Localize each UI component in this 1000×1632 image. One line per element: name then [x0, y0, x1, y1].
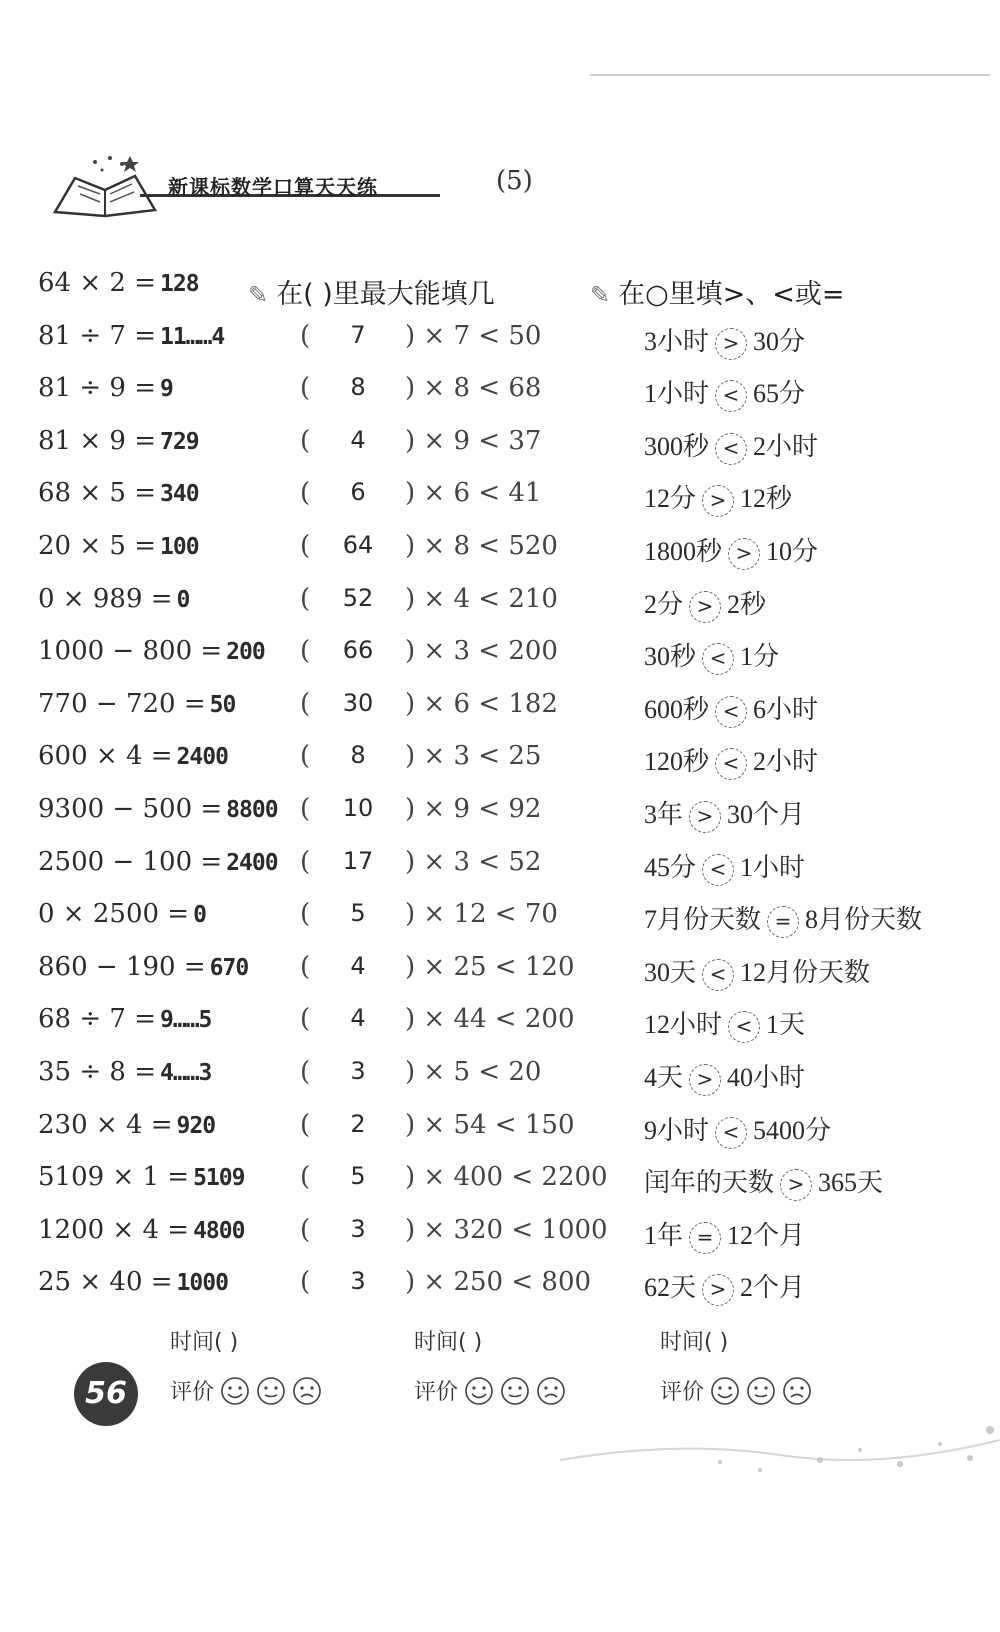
open-paren: ( [300, 583, 311, 614]
problem-answer: 8800 [226, 797, 278, 823]
comparison-problem [644, 847, 805, 886]
compare-symbol-circle[interactable]: > [689, 1064, 721, 1096]
compare-symbol-circle[interactable]: = [767, 906, 799, 938]
open-paren: ( [300, 1109, 311, 1140]
compare-left: 600秒 [644, 694, 710, 724]
arithmetic-problem [38, 531, 199, 561]
fill-answer[interactable]: 66 [342, 636, 374, 665]
sad-face-icon[interactable] [536, 1376, 566, 1406]
comparison-problem [644, 1110, 831, 1149]
exercise-row [0, 321, 1000, 375]
problem-answer: 4800 [193, 1217, 245, 1244]
problem-expression: 2500 − 100 = [38, 846, 223, 877]
problem-answer: 100 [160, 534, 199, 560]
comparison-problem [644, 636, 779, 675]
exercise-row [0, 1215, 1000, 1269]
arithmetic-problem [38, 689, 235, 719]
problem-answer: 9 [160, 376, 173, 403]
fill-answer[interactable]: 3 [350, 1057, 366, 1085]
column-heading-compare: ✎ 在○里填>、<或= [590, 279, 845, 310]
book-logo-icon [50, 150, 160, 220]
problem-answer: 340 [160, 481, 199, 508]
open-paren: ( [300, 636, 311, 667]
fill-answer[interactable]: 5 [350, 899, 366, 928]
compare-right: 30个月 [727, 800, 806, 829]
exercise-row [0, 741, 1000, 795]
open-paren: ( [300, 741, 311, 772]
compare-symbol-circle[interactable]: > [689, 801, 721, 833]
exercise-row [0, 1267, 1000, 1321]
open-paren: ( [300, 1004, 311, 1035]
inequality-expression: ) × 4 < 210 [405, 583, 558, 614]
inequality-expression: ) × 6 < 41 [405, 478, 542, 509]
comparison-problem [644, 689, 818, 728]
arithmetic-problem [38, 899, 206, 929]
problem-expression: 25 × 40 = [38, 1267, 173, 1298]
problem-answer: 670 [209, 954, 249, 981]
time-label: 时间( ) [170, 1330, 239, 1355]
column-heading-fill: ✎ 在( )里最大能填几 [248, 279, 495, 310]
fill-answer[interactable]: 5 [350, 1162, 366, 1191]
fill-answer[interactable]: 8 [350, 741, 366, 770]
compare-symbol-circle[interactable]: > [780, 1169, 812, 1201]
fill-answer[interactable]: 4 [350, 1004, 366, 1033]
inequality-expression: ) × 25 < 120 [405, 951, 575, 982]
smile-face-icon[interactable] [710, 1376, 740, 1406]
inequality-expression: ) × 3 < 52 [405, 846, 542, 877]
comparison-problem [644, 478, 792, 517]
comparison-problem [644, 1267, 805, 1306]
compare-right: 1小时 [740, 852, 806, 882]
exercise-row [0, 426, 1000, 480]
arithmetic-problem [38, 478, 199, 508]
compare-right: 30分 [753, 326, 806, 356]
compare-left: 300秒 [644, 431, 710, 461]
open-paren: ( [300, 425, 311, 456]
inequality-expression: ) × 9 < 92 [405, 794, 542, 824]
problem-expression: 230 × 4 = [38, 1109, 173, 1140]
compare-right: 12个月 [727, 1220, 806, 1250]
fill-answer[interactable]: 4 [350, 425, 366, 454]
compare-right: 2秒 [727, 589, 767, 619]
exercise-row [0, 1110, 1000, 1164]
open-paren: ( [300, 846, 311, 877]
compare-left: 9小时 [644, 1115, 710, 1145]
fill-answer[interactable]: 52 [342, 583, 374, 612]
comparison-problem [644, 373, 805, 412]
problem-expression: 64 × 2 = [38, 268, 156, 298]
inequality-expression: ) × 6 < 182 [405, 688, 558, 719]
compare-left: 62天 [644, 1273, 697, 1303]
compare-symbol-circle[interactable]: < [702, 643, 734, 675]
evaluation-label: 评价 [170, 1380, 215, 1405]
smile-face-icon[interactable] [464, 1376, 494, 1406]
compare-left: 2分 [644, 589, 684, 619]
compare-left: 30秒 [644, 642, 697, 672]
problem-expression: 20 × 5 = [38, 531, 156, 561]
fill-answer[interactable]: 2 [350, 1109, 366, 1138]
neutral-face-icon[interactable] [500, 1376, 530, 1406]
exercise-row [0, 794, 1000, 848]
compare-symbol-circle[interactable]: < [715, 748, 747, 780]
inequality-expression: ) × 400 < 2200 [405, 1162, 608, 1193]
evaluation-row [660, 1375, 812, 1406]
footer-group-1 [170, 1325, 322, 1406]
problem-answer: 2400 [176, 744, 228, 771]
sad-face-icon[interactable] [292, 1376, 322, 1406]
inequality-expression: ) × 5 < 20 [405, 1057, 542, 1087]
compare-symbol-circle[interactable]: < [702, 959, 734, 991]
evaluation-row [414, 1375, 566, 1406]
comparison-problem [644, 794, 805, 833]
problem-expression: 1200 × 4 = [38, 1214, 190, 1245]
compare-right: 1分 [740, 642, 780, 672]
problem-expression: 68 × 5 = [38, 478, 156, 509]
inequality-expression: ) × 3 < 25 [405, 741, 542, 772]
exercise-row [0, 268, 1000, 322]
comparison-problem [644, 1004, 805, 1043]
time-label: 时间( ) [660, 1330, 729, 1355]
open-paren: ( [300, 478, 311, 509]
problem-expression: 81 ÷ 9 = [38, 373, 156, 404]
fill-answer[interactable]: 3 [350, 1267, 366, 1296]
comparison-problem [644, 426, 818, 465]
compare-left: 3小时 [644, 326, 710, 356]
inequality-expression: ) × 44 < 200 [405, 1004, 575, 1035]
problem-answer: 1000 [176, 1270, 228, 1297]
arithmetic-problem [38, 741, 228, 771]
smile-face-icon[interactable] [220, 1376, 250, 1406]
exercise-row [0, 373, 1000, 427]
arithmetic-problem [38, 952, 248, 982]
arithmetic-problem [38, 373, 173, 403]
open-paren: ( [300, 951, 311, 982]
fill-answer[interactable]: 10 [342, 794, 374, 822]
problem-answer: 9……5 [160, 1007, 212, 1034]
exercise-row [0, 1057, 1000, 1111]
exercise-row [0, 584, 1000, 638]
compare-right: 6小时 [753, 694, 819, 724]
problem-answer: 11……4 [160, 323, 225, 350]
compare-right: 65分 [753, 379, 806, 409]
problem-expression: 5109 × 1 = [38, 1162, 190, 1193]
open-paren: ( [300, 531, 311, 561]
problem-answer: 2400 [226, 849, 278, 876]
compare-symbol-circle[interactable]: < [715, 433, 747, 465]
exercise-row [0, 1004, 1000, 1058]
compare-left: 1800秒 [644, 537, 723, 566]
compare-right: 40小时 [727, 1063, 806, 1092]
exercise-row [0, 689, 1000, 743]
comparison-problem [644, 584, 766, 623]
inequality-expression: ) × 8 < 68 [405, 373, 542, 404]
open-paren: ( [300, 794, 311, 824]
page-number-badge: 56 [74, 1362, 138, 1426]
problem-answer: 5109 [193, 1165, 245, 1192]
evaluation-label: 评价 [660, 1380, 705, 1405]
inequality-expression: ) × 54 < 150 [405, 1109, 575, 1140]
compare-left: 120秒 [644, 747, 710, 777]
book-title: 新课标数学口算天天练 [168, 175, 378, 199]
exercise-row [0, 478, 1000, 532]
time-label: 时间( ) [414, 1330, 483, 1355]
open-paren: ( [300, 688, 311, 719]
exercise-row [0, 847, 1000, 901]
problem-expression: 0 × 2500 = [38, 899, 190, 930]
compare-left: 闰年的天数 [644, 1168, 775, 1198]
compare-right: 12月份天数 [740, 957, 871, 987]
open-paren: ( [300, 1057, 311, 1087]
compare-left: 4天 [644, 1063, 684, 1092]
inequality-expression: ) × 250 < 800 [405, 1267, 592, 1298]
inequality-expression: ) × 8 < 520 [405, 531, 558, 561]
open-paren: ( [300, 1267, 311, 1298]
compare-left: 3年 [644, 800, 684, 829]
compare-symbol-circle[interactable]: < [715, 380, 747, 412]
compare-left: 1年 [644, 1220, 684, 1250]
arithmetic-problem [38, 1057, 211, 1087]
compare-symbol-circle[interactable]: = [689, 1222, 721, 1254]
fill-answer[interactable]: 3 [350, 1214, 366, 1243]
fill-answer[interactable]: 6 [350, 478, 366, 507]
fill-answer[interactable]: 30 [342, 688, 374, 717]
compare-symbol-circle[interactable]: > [689, 591, 721, 623]
exercise-row [0, 952, 1000, 1006]
pen-check-icon: ✎ [248, 281, 269, 309]
arithmetic-problem [38, 1162, 244, 1192]
compare-symbol-circle[interactable]: < [715, 696, 747, 728]
neutral-face-icon[interactable] [746, 1376, 776, 1406]
compare-right: 8月份天数 [805, 905, 923, 935]
exercise-row [0, 636, 1000, 690]
arithmetic-problem [38, 847, 278, 877]
comparison-problem [644, 321, 805, 360]
arithmetic-problem [38, 321, 224, 351]
compare-left: 7月份天数 [644, 905, 762, 935]
section-number: (5) [496, 166, 533, 196]
compare-right: 2小时 [753, 747, 819, 777]
compare-left: 45分 [644, 852, 697, 882]
problem-expression: 81 ÷ 7 = [38, 320, 156, 351]
problem-expression: 860 − 190 = [38, 951, 206, 982]
fill-answer[interactable]: 64 [342, 531, 374, 559]
problem-answer: 50 [209, 691, 236, 718]
problem-expression: 35 ÷ 8 = [38, 1057, 156, 1087]
arithmetic-problem [38, 584, 189, 614]
compare-left: 1小时 [644, 379, 710, 409]
neutral-face-icon[interactable] [256, 1376, 286, 1406]
open-paren: ( [300, 320, 311, 351]
compare-symbol-circle[interactable]: < [702, 854, 734, 886]
inequality-expression: ) × 7 < 50 [405, 320, 542, 351]
sad-face-icon[interactable] [782, 1376, 812, 1406]
evaluation-label: 评价 [414, 1380, 459, 1405]
comparison-problem [644, 952, 870, 991]
compare-symbol-circle[interactable]: < [715, 1117, 747, 1149]
arithmetic-problem [38, 426, 199, 456]
arithmetic-problem [38, 268, 199, 298]
comparison-problem [644, 1057, 805, 1096]
arithmetic-problem [38, 1215, 244, 1245]
problem-answer: 920 [176, 1112, 216, 1139]
compare-right: 2小时 [753, 431, 819, 461]
problem-answer: 0 [193, 902, 206, 929]
open-paren: ( [300, 1162, 311, 1193]
problem-answer: 200 [226, 639, 265, 666]
problem-expression: 1000 − 800 = [38, 636, 223, 667]
open-paren: ( [300, 899, 311, 930]
comparison-problem [644, 1215, 805, 1254]
page-header [0, 0, 1000, 230]
compare-symbol-circle[interactable]: > [715, 328, 747, 360]
compare-left: 12小时 [644, 1010, 723, 1040]
inequality-expression: ) × 12 < 70 [405, 899, 558, 930]
problem-expression: 770 − 720 = [38, 688, 206, 719]
footer-group-3 [660, 1325, 812, 1406]
problem-answer: 4……3 [160, 1060, 212, 1086]
compare-right: 1天 [766, 1010, 806, 1040]
fill-answer[interactable]: 8 [350, 373, 366, 402]
pen-check-icon: ✎ [590, 281, 611, 309]
inequality-expression: ) × 9 < 37 [405, 425, 542, 456]
problem-expression: 68 ÷ 7 = [38, 1004, 156, 1035]
header-rule-top [590, 74, 990, 76]
comparison-problem [644, 741, 818, 780]
compare-right: 12秒 [740, 484, 793, 514]
compare-left: 12分 [644, 484, 697, 514]
arithmetic-problem [38, 1110, 215, 1140]
arithmetic-problem [38, 1004, 211, 1034]
evaluation-row [170, 1375, 322, 1406]
arithmetic-problem [38, 636, 265, 666]
problem-answer: 128 [160, 271, 199, 297]
comparison-problem [644, 899, 922, 938]
arithmetic-problem [38, 1267, 228, 1297]
arithmetic-problem [38, 794, 278, 824]
problem-expression: 0 × 989 = [38, 583, 173, 614]
fill-answer[interactable]: 4 [350, 951, 366, 980]
open-paren: ( [300, 1214, 311, 1245]
open-paren: ( [300, 373, 311, 404]
problem-answer: 0 [176, 586, 190, 613]
compare-right: 2个月 [740, 1273, 806, 1303]
comparison-problem [644, 1162, 883, 1201]
compare-right: 5400分 [753, 1115, 832, 1145]
exercise-row [0, 1162, 1000, 1216]
problem-answer: 729 [160, 428, 199, 455]
footer-group-2 [414, 1325, 566, 1406]
compare-symbol-circle[interactable]: > [702, 485, 734, 517]
compare-right: 10分 [766, 537, 819, 566]
fill-answer[interactable]: 17 [342, 846, 374, 875]
fill-answer[interactable]: 7 [350, 320, 366, 349]
compare-left: 30天 [644, 957, 697, 987]
compare-symbol-circle[interactable]: < [728, 1011, 760, 1043]
problem-expression: 9300 − 500 = [38, 794, 223, 824]
compare-symbol-circle[interactable]: > [728, 538, 760, 570]
exercise-row [0, 531, 1000, 585]
problem-expression: 81 × 9 = [38, 425, 156, 456]
problem-expression: 600 × 4 = [38, 741, 173, 772]
compare-right: 365天 [818, 1168, 884, 1198]
compare-symbol-circle[interactable]: > [702, 1274, 734, 1306]
inequality-expression: ) × 3 < 200 [405, 636, 558, 667]
footer-decoration [560, 1420, 1000, 1632]
exercise-row [0, 899, 1000, 953]
inequality-expression: ) × 320 < 1000 [405, 1214, 608, 1245]
comparison-problem [644, 531, 818, 570]
